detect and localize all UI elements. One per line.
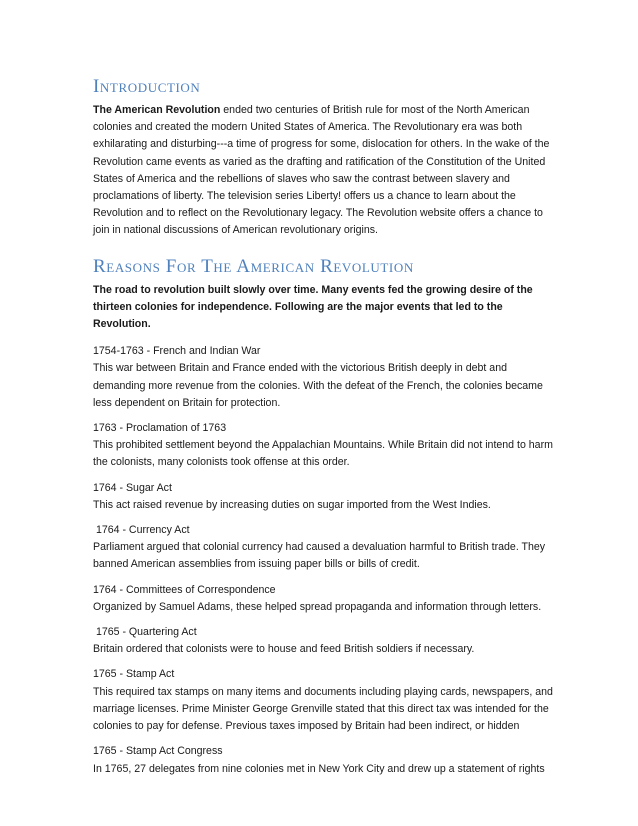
event-body: This required tax stamps on many items and documents including playing cards, newspapers, and marriage licenses. Prime Minister George Grenville stated that this direct tax was intended for the colonies to pay for defense. Previous taxes imposed by Britain had been indirect, or hidden bbox=[93, 685, 553, 733]
event-title: 1754-1763 - French and Indian War bbox=[93, 345, 261, 358]
event-item bbox=[93, 522, 553, 574]
event-body: Parliament argued that colonial currency had caused a devaluation harmful to British trade. They banned American assemblies from issuing paper bills or bills of credit. bbox=[93, 541, 546, 571]
event-item bbox=[93, 343, 553, 412]
event-title: 1765 - Stamp Act Congress bbox=[93, 745, 223, 758]
event-body: This act raised revenue by increasing duties on sugar imported from the West Indies. bbox=[93, 498, 491, 511]
reasons-heading: Reasons For The American Revolution bbox=[93, 255, 414, 277]
introduction-paragraph bbox=[93, 102, 553, 240]
event-body: In 1765, 27 delegates from nine colonies met in New York City and drew up a statement of rights bbox=[93, 762, 545, 775]
event-body: This war between Britain and France ended with the victorious British deeply in debt and demanding more revenue from the colonies. With the defeat of the French, the colonies became less dependent on Britain for protection. bbox=[93, 362, 543, 409]
event-item bbox=[93, 480, 553, 514]
event-title: 1765 - Quartering Act bbox=[93, 626, 197, 639]
introduction-heading: Introduction bbox=[93, 76, 201, 97]
event-item bbox=[93, 624, 553, 658]
event-title: 1764 - Committees of Correspondence bbox=[93, 583, 276, 596]
event-item bbox=[93, 666, 553, 735]
event-body: Organized by Samuel Adams, these helped spread propaganda and information through letters. bbox=[93, 600, 542, 613]
event-title: 1764 - Currency Act bbox=[93, 524, 190, 537]
event-body: Britain ordered that colonists were to house and feed British soldiers if necessary. bbox=[93, 643, 475, 656]
event-item bbox=[93, 420, 553, 472]
event-item bbox=[93, 582, 553, 616]
event-title: 1764 - Sugar Act bbox=[93, 481, 172, 494]
introduction-body: ended two centuries of British rule for most of the North American colonies and created the modern United States of America. The Revolutionary era was both exhilarating and disturbing---a time of progress for some, dislocation for others. In the wake of the Revolution came events as varied as the drafting and ratification of the Constitution of the United States of America and the rebellions of slaves who saw the contrast between slavery and proclamations of liberty. The television series Liberty! offers us a chance to learn about the Revolution and to reflect on the Revolutionary legacy. The Revolution website offers a chance to join in national discussions of American revolutionary origins. bbox=[93, 104, 550, 237]
document-content bbox=[93, 74, 553, 786]
reasons-lead: The road to revolution built slowly over time. Many events fed the growing desire of the thirteen colonies for independence. Following are the major events that led to the Revolution. bbox=[93, 283, 533, 331]
introduction-lead-bold: The American Revolution bbox=[93, 104, 221, 116]
event-body: This prohibited settlement beyond the Appalachian Mountains. While Britain did not intend to harm the colonists, many colonists took offense at this order. bbox=[93, 439, 553, 469]
event-title: 1765 - Stamp Act bbox=[93, 668, 175, 681]
event-item bbox=[93, 743, 553, 777]
event-title: 1763 - Proclamation of 1763 bbox=[93, 422, 227, 435]
